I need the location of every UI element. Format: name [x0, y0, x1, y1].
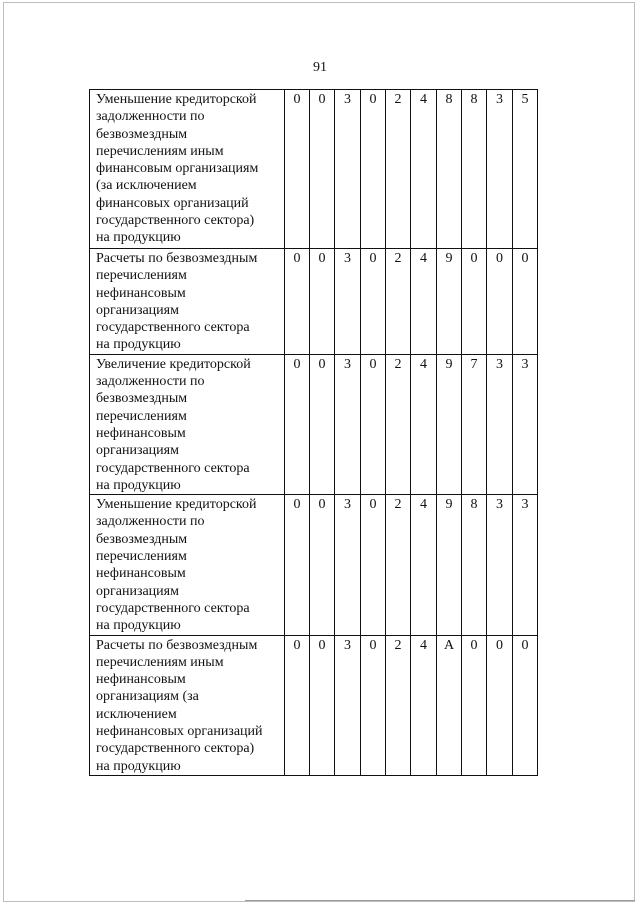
name-line: финансовым организациям — [96, 161, 259, 177]
name-line: Увеличение кредиторской — [96, 356, 251, 372]
name-line: безвозмездным — [96, 531, 188, 547]
name-line: задолженности по — [96, 514, 205, 530]
code-digit: 0 — [361, 249, 386, 355]
table-row — [90, 495, 538, 635]
table-row — [90, 354, 538, 494]
code-digit: 8 — [462, 495, 487, 635]
row-name-cell — [90, 354, 285, 494]
code-digit: 4 — [411, 249, 437, 355]
code-digit: 0 — [361, 354, 386, 494]
code-digit: А — [437, 635, 462, 775]
code-digit: 0 — [361, 635, 386, 775]
name-line: финансовых организаций — [96, 195, 249, 211]
name-line: нефинансовым — [96, 672, 186, 688]
code-digit: 3 — [513, 354, 538, 494]
code-digit: 7 — [462, 354, 487, 494]
name-line: нефинансовым — [96, 566, 186, 582]
name-line: организациям (за — [96, 689, 199, 705]
row-name-cell — [90, 635, 285, 775]
code-digit: 3 — [487, 354, 513, 494]
name-line: перечислениям — [96, 268, 187, 284]
name-line: на продукцию — [96, 337, 181, 353]
name-line: Уменьшение кредиторской — [96, 497, 257, 513]
code-digit: 3 — [335, 354, 361, 494]
code-digit: 0 — [285, 249, 310, 355]
table-row — [90, 635, 538, 775]
code-digit: 0 — [285, 495, 310, 635]
name-line: задолженности по — [96, 374, 205, 390]
name-line: перечислениям иным — [96, 143, 224, 159]
code-digit: 3 — [335, 90, 361, 249]
name-line: задолженности по — [96, 109, 205, 125]
name-line: исключением — [96, 706, 177, 722]
code-digit: 9 — [437, 249, 462, 355]
name-line: Уменьшение кредиторской — [96, 92, 257, 107]
name-line: нефинансовым — [96, 425, 186, 441]
name-line: государственного сектора — [96, 600, 250, 616]
name-line: на продукцию — [96, 758, 181, 774]
name-line: безвозмездным — [96, 126, 188, 142]
code-digit: 0 — [310, 635, 335, 775]
code-digit: 0 — [310, 495, 335, 635]
code-digit: 4 — [411, 354, 437, 494]
name-line: перечислениям — [96, 408, 187, 424]
name-line: Расчеты по безвозмездным — [96, 251, 258, 266]
row-name-cell — [90, 249, 285, 355]
code-digit: 4 — [411, 495, 437, 635]
accounts-table — [89, 89, 538, 776]
code-digit: 0 — [310, 249, 335, 355]
code-digit: 0 — [462, 635, 487, 775]
code-digit: 0 — [310, 90, 335, 249]
name-line: перечислениям иным — [96, 654, 224, 670]
code-digit: 2 — [386, 354, 411, 494]
name-line: на продукцию — [96, 477, 181, 493]
name-line: на продукцию — [96, 230, 181, 246]
code-digit: 0 — [513, 249, 538, 355]
code-digit: 0 — [487, 635, 513, 775]
code-digit: 0 — [285, 635, 310, 775]
name-line: нефинансовым — [96, 285, 186, 301]
name-line: государственного сектора — [96, 320, 250, 336]
code-digit: 3 — [513, 495, 538, 635]
row-name-cell — [90, 90, 285, 249]
table-row — [90, 90, 538, 249]
code-digit: 2 — [386, 249, 411, 355]
code-digit: 3 — [335, 635, 361, 775]
code-digit: 3 — [335, 495, 361, 635]
name-line: нефинансовых организаций — [96, 724, 263, 740]
name-line: Расчеты по безвозмездным — [96, 637, 258, 653]
code-digit: 0 — [285, 90, 310, 249]
code-digit: 3 — [487, 495, 513, 635]
code-digit: 2 — [386, 495, 411, 635]
bottom-divider — [245, 900, 635, 901]
name-line: государственного сектора) — [96, 741, 255, 757]
code-digit: 0 — [361, 495, 386, 635]
name-line: перечислениям — [96, 549, 187, 565]
code-digit: 0 — [285, 354, 310, 494]
name-line: на продукцию — [96, 618, 181, 634]
code-digit: 8 — [462, 90, 487, 249]
row-name-cell — [90, 495, 285, 635]
code-digit: 9 — [437, 495, 462, 635]
name-line: (за исключением — [96, 178, 197, 194]
code-digit: 3 — [335, 249, 361, 355]
code-digit: 5 — [513, 90, 538, 249]
code-digit: 0 — [513, 635, 538, 775]
code-digit: 4 — [411, 90, 437, 249]
code-digit: 0 — [310, 354, 335, 494]
code-digit: 8 — [437, 90, 462, 249]
table-row — [90, 249, 538, 355]
page-number: 91 — [313, 60, 327, 75]
code-digit: 4 — [411, 635, 437, 775]
code-digit: 2 — [386, 90, 411, 249]
code-digit: 9 — [437, 354, 462, 494]
code-digit: 3 — [487, 90, 513, 249]
name-line: безвозмездным — [96, 391, 188, 407]
name-line: организациям — [96, 583, 179, 599]
name-line: организациям — [96, 302, 179, 318]
code-digit: 0 — [361, 90, 386, 249]
name-line: государственного сектора — [96, 460, 250, 476]
code-digit: 2 — [386, 635, 411, 775]
code-digit: 0 — [487, 249, 513, 355]
name-line: государственного сектора) — [96, 213, 255, 229]
name-line: организациям — [96, 443, 179, 459]
code-digit: 0 — [462, 249, 487, 355]
